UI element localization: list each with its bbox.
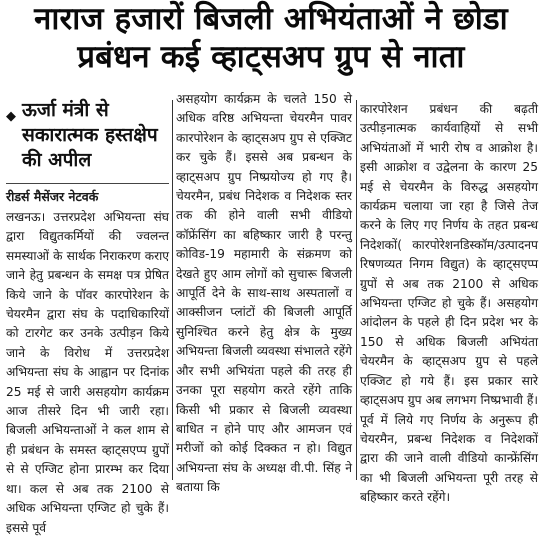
- column-divider-2: [356, 100, 357, 480]
- column-divider-1: [172, 100, 173, 480]
- headline-line-2: प्रबंधन कई व्हाट्सअप ग्रुप से नाता: [77, 39, 465, 75]
- byline: रीडर्स मैसेंजर नेटवर्क: [6, 189, 99, 204]
- subhead-divider: [6, 183, 169, 184]
- column-2-text: असहयोग कार्यक्रम के चलते 150 से अधिक वरिष्ठ अभियन्ता चेयरमैन पावर कारपोरेशन के व्हाट्सअप ग्रुप से एक्जिट कर चुके हैं। इससे अब प्रबन्धन के व्हाट्सअप ग्रुप निष्प्रयोज्य हो गए है। चेयरमैन, प्रबंध निदेशक व निदेशक स्तर तक की होने वाली सभी वीडियो कॉफ्रेंसिंग का बहिष्कार जारी है परन्तु कोविड-19 महामारी के संक्रमण को देखते हुए आम लोगों को सुचारू बिजली आपूर्ति देने के साथ-साथ अस्पतालों व आक्सीजन प्लांटों की बिजली आपूर्ति सुनिश्चित करने हेतु क्षेत्र के मुख्य अभियन्ता बिजली व्यवस्था संभालते रहेंगे और सभी अभियंता पहले की तरह ही उनका पूरा सहयोग करते रहेंगे ताकि किसी भी प्रकार से बिजली व्यवस्था बाधित न होने पाए और आमजन एवं मरीजों को कोई दिक्कत न हो। विद्युत अभियन्ता संघ के अध्यक्ष वी.पी. सिंह ने बताया कि: [176, 92, 352, 495]
- subheadline-text: ऊर्जा मंत्री से सकारात्मक हस्तक्षेप की अपील: [22, 99, 158, 171]
- article-column-2: [176, 90, 352, 495]
- headline-line-1: नाराज हजारों बिजली अभियंताओं ने छोडा: [34, 1, 508, 37]
- article-column-3: [360, 100, 538, 505]
- subheadline: [6, 98, 169, 173]
- article-column-1: [6, 90, 169, 535]
- bullet-diamond-icon: ◆: [6, 109, 16, 124]
- headline: [0, 0, 542, 82]
- column-1-text: लखनऊ। उत्तरप्रदेश अभियन्ता संघ द्वारा विद्युतकर्मियों की ज्वलन्त समस्याओं के सार्थक निराकरण कराए जाने हेतु प्रबन्धन के समक्ष पत्र प्रेषित किये जाने के पॉवर कारपोरेशन के चेयरमैन द्वारा संघ के पदाधिकारियों को टारगेट कर उनके उत्पीड़न किये जाने के विरोध में उत्तरप्रदेश अभियन्ता संघ के आह्वान पर दिनांक 25 मई से जारी असहयोग कार्यक्रम आज तीसरे दिन भी जारी रहा। बिजली अभियन्ताओं ने कल शाम से ही प्रबंधन के समस्त व्हाट्सएप्प ग्रुपों से से एग्जिट होना प्रारम्भ कर दिया था। कल से अब तक 2100 से अधिक अभियन्ता एग्जिट हो चुके हैं। इससे पूर्व: [6, 210, 169, 535]
- column-3-text: कारपोरेशन प्रबंधन की बढ़ती उत्पीड़नात्मक कार्यवाहियों से सभी अभियंताओं में भारी रोष व आक्रोश है। इसी आक्रोश व उद्वेलना के कारण 25 मई से चेयरमैन के विरुद्ध असहयोग कार्यक्रम चलाया जा रहा है जिसे तेज करने के लिए गए निर्णय के तहत प्रबन्ध निदेशकों( कारपोरेशनडिस्कॉम/उत्पादनप रिषणव्यत निगम विद्युत) के व्हाट्सएप्प ग्रुपों से अब तक 2100 से अधिक अभियन्ता एग्जिट हो चुके हैं। असहयोग आंदोलन के पहले ही दिन प्रदेश भर के 150 से अधिक बिजली अभियंता चेयरमैन के व्हाट्सअप ग्रुप से पहले एक्जिट हो गये हैं। इस प्रकार सारे व्हाट्सअप ग्रुप अब लगभग निष्प्रभावी हैं। पूर्व में लिये गए निर्णय के अनुरूप ही चेयरमैन, प्रबन्ध निदेशक व निदेशकों द्वारा की जाने वाली वीडियो कान्फ्रेंसिंग का भी बिजली अभियन्ता पूरी तरह से बहिष्कार करते रहेंगे।: [360, 102, 538, 505]
